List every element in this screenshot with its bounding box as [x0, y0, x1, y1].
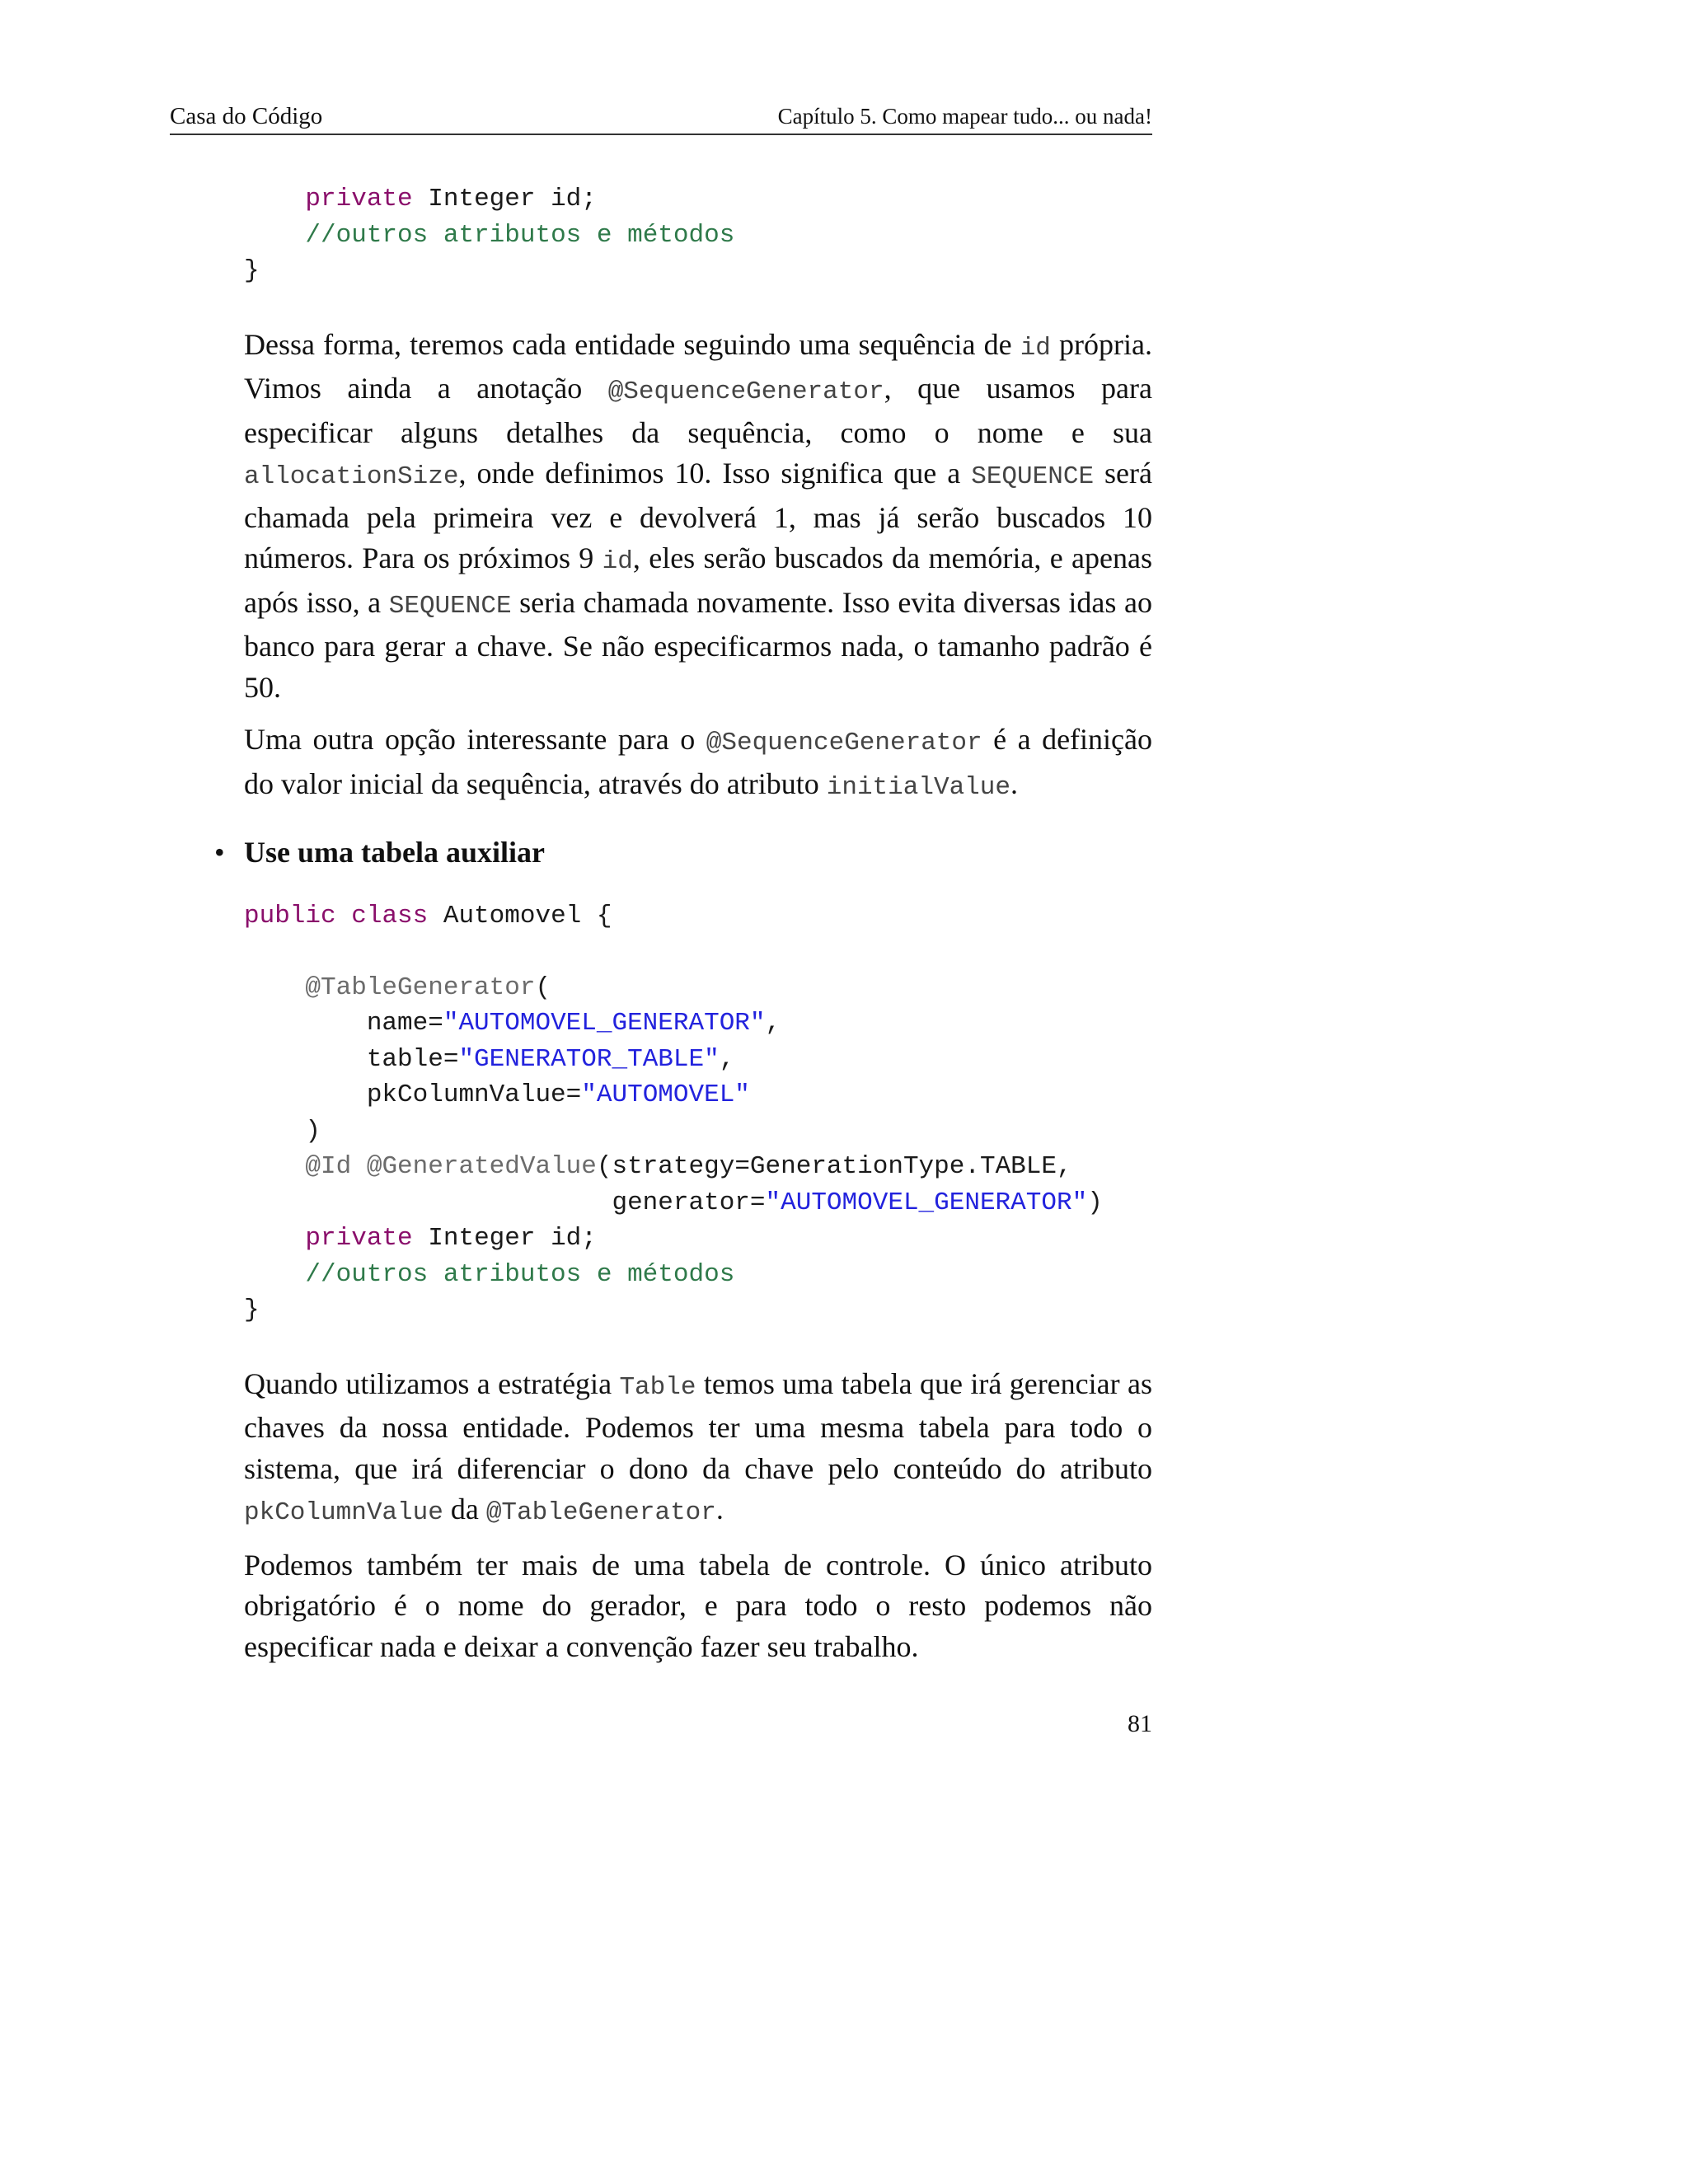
code-line: @TableGenerator( [244, 972, 551, 1002]
paragraph-initial-value: Uma outra opção interessante para o @SequenceGenerator é a definição do valor inicial da sequência, através do atributo initialValue. [244, 723, 1152, 802]
code-line: private Integer id; [305, 1224, 597, 1253]
code-line: @Id @GeneratedValue(strategy=GenerationType.TABLE, [244, 1152, 1072, 1181]
paragraph-sequence-explanation: Dessa forma, teremos cada entidade seguindo uma sequência de id própria. Vimos ainda a anotação @SequenceGenerator, que usamos para especificar alguns detalhes da sequência, como o nome e sua allocationSize, onde definimos 10. Isso significa que a SEQUENCE será chamada pela primeira vez e devolverá 1, mas já serão buscados 10 números. Para os próximos 9 id, eles serão buscados da memória, e apenas após isso, a SEQUENCE seria chamada novamente. Isso evita diversas idas ao banco para gerar a chave. Se não especificarmos nada, o tamanho padrão é 50. [244, 327, 1152, 704]
bullet-dot-icon: • [214, 836, 225, 869]
code-block-1 [244, 181, 1152, 289]
running-header [170, 99, 1152, 135]
code-line: private Integer id; [305, 185, 597, 213]
header-book-title: Casa do Código [170, 103, 323, 129]
code-line: public class Automovel { [244, 901, 612, 930]
code-line: name="AUTOMOVEL_GENERATOR", [244, 1009, 781, 1038]
paragraph-multiple-tables: Podemos também ter mais de uma tabela de controle. O único atributo obrigatório é o nome do gerador, e para todo o resto podemos não especificar nada e deixar a convenção fazer seu trabalho. [244, 1548, 1152, 1663]
code-line: ) [244, 1116, 321, 1146]
paragraph-table-strategy: Quando utilizamos a estratégia Table temos uma tabela que irá gerenciar as chaves da nossa entidade. Podemos ter uma mesma tabela para todo o sistema, que irá diferenciar o dono da chave pelo conteúdo do atributo pkColumnValue da @TableGenerator. [244, 1366, 1152, 1527]
code-line: generator="AUTOMOVEL_GENERATOR") [244, 1188, 1103, 1217]
page-number: 81 [1128, 1710, 1152, 1737]
code-line: table="GENERATOR_TABLE", [244, 1044, 735, 1074]
code-line: } [244, 1296, 260, 1324]
header-chapter-title: Capítulo 5. Como mapear tudo... ou nada! [777, 104, 1152, 129]
page-content [214, 181, 1152, 1667]
code-comment: //outros atributos e métodos [244, 1259, 735, 1289]
bullet-label: Use uma tabela auxiliar [244, 836, 545, 869]
code-block-2 [244, 898, 1152, 1329]
bullet-item-table-auxiliar [214, 832, 1152, 874]
code-line: pkColumnValue="AUTOMOVEL" [244, 1080, 750, 1109]
code-comment: //outros atributos e métodos [305, 220, 735, 250]
code-line: } [244, 256, 260, 285]
